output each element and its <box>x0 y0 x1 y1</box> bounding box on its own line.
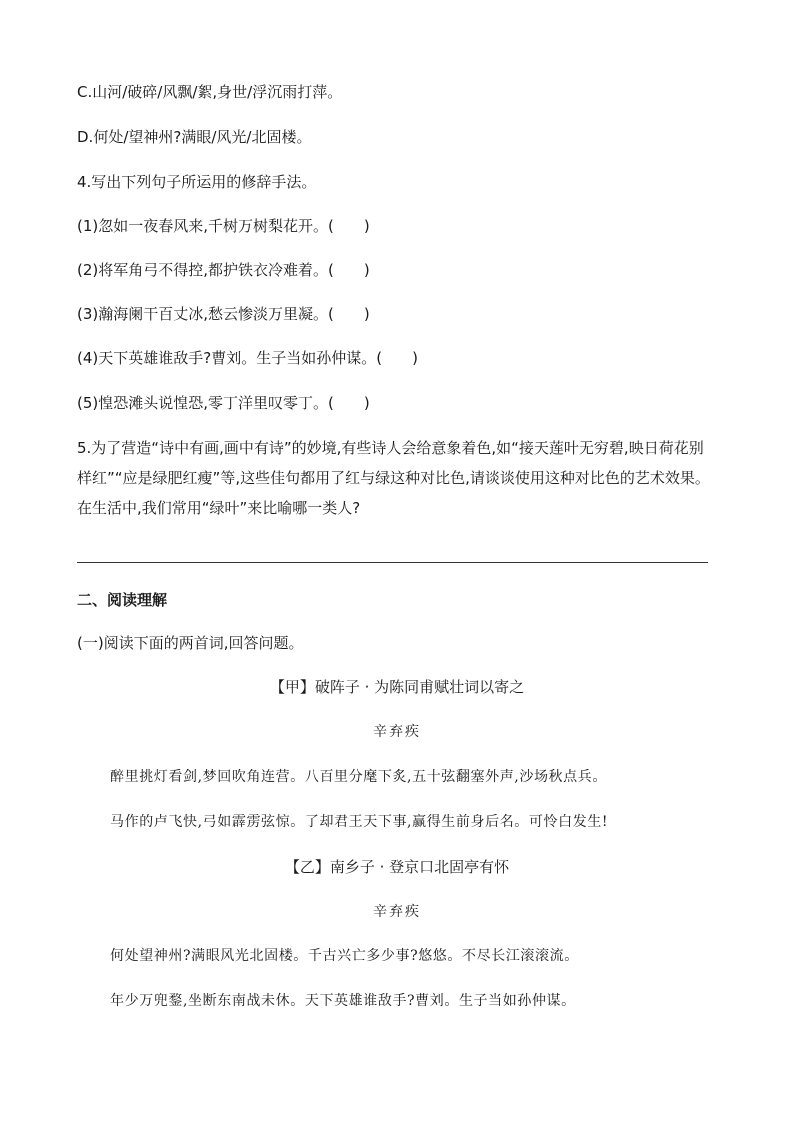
option-c-line: C.山河/破碎/风飘/絮,身世/浮沉雨打萍。 <box>77 83 343 101</box>
question-4-item-2: (2)将军角弓不得控,都护铁衣冷难着。( ) <box>77 261 370 279</box>
option-d-line: D.何处/望神州?满眼/风光/北固楼。 <box>77 128 312 146</box>
poem-jia-line-2: 马作的卢飞快,弓如霹雳弦惊。了却君王天下事,赢得生前身后名。可怜白发生! <box>110 814 609 830</box>
section-2-title: 二、阅读理解 <box>77 591 168 609</box>
poem-jia-author: 辛弃疾 <box>373 724 421 740</box>
poem-yi-line-1: 何处望神州?满眼风光北固楼。千古兴亡多少事?悠悠。不尽长江滚滚流。 <box>110 948 579 964</box>
question-4-item-3: (3)瀚海阑干百丈冰,愁云惨淡万里凝。( ) <box>77 305 370 323</box>
question-4-stem: 4.写出下列句子所运用的修辞手法。 <box>77 173 317 191</box>
question-5: 5.为了营造“诗中有画,画中有诗”的妙境,有些诗人会给意象着色,如“接天莲叶无穷碧,映日荷花别样红”“应是绿肥红瘦”等,这些佳句都用了红与绿这种对比色,请谈谈使用这种对比色的艺术效果。在生活中,我们常用“绿叶”来比喻哪一类人? <box>77 439 710 517</box>
poem-yi-author: 辛弃疾 <box>373 904 421 920</box>
poem-jia-line-1: 醉里挑灯看剑,梦回吹角连营。八百里分麾下炙,五十弦翻塞外声,沙场秋点兵。 <box>110 769 607 785</box>
question-4-item-4: (4)天下英雄谁敌手?曹刘。生子当如孙仲谋。( ) <box>77 349 418 367</box>
poem-jia-title: 【甲】破阵子 · 为陈同甫赋壮词以寄之 <box>269 678 525 696</box>
section-2-intro: (一)阅读下面的两首词,回答问题。 <box>77 634 304 652</box>
question-4-item-1: (1)忽如一夜春风来,千树万树梨花开。( ) <box>77 217 370 235</box>
answer-line <box>77 562 708 563</box>
question-4-item-5: (5)惶恐滩头说惶恐,零丁洋里叹零丁。( ) <box>77 394 370 412</box>
poem-yi-line-2: 年少万兜鍪,坐断东南战未休。天下英雄谁敌手?曹刘。生子当如孙仲谋。 <box>110 993 576 1009</box>
poem-yi-title: 【乙】南乡子 · 登京口北固亭有怀 <box>284 858 510 876</box>
